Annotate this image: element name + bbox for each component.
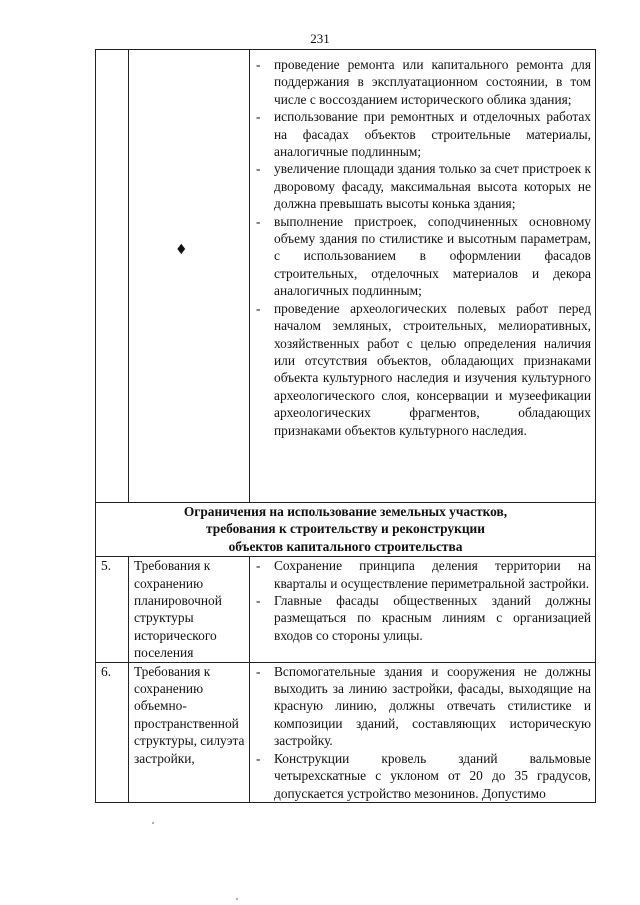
section-heading: [96, 503, 596, 557]
section-heading-line: Ограничения на использование земельных участков,: [183, 504, 508, 519]
bullets-cell: [250, 50, 596, 503]
section-heading-line: требования к строительству и реконструкции: [206, 521, 485, 537]
requirement-cell-empty: [129, 50, 250, 503]
bullet-list: [250, 663, 595, 802]
row-number: 5.: [96, 557, 129, 662]
list-item: - Главные фасады общественных зданий должны размещаться по красным линиям с организацией входов со стороны улицы.: [274, 592, 591, 644]
requirement-title: Требования к сохранению объемно-пространственной структуры, силуэта застройки,: [129, 662, 250, 802]
table-row: [96, 662, 596, 802]
regulations-table: [95, 49, 596, 803]
list-item: - Сохранение принципа деления территории на кварталы и осуществление периметральной застройки.: [274, 557, 591, 592]
bullets-cell: [250, 662, 596, 802]
list-item: - выполнение пристроек, соподчиненных основному объему здания по стилистике и высотным параметрам, с использованием в оформлении фасадов строительных, отделочных материалов и декора аналогичных подлинным;: [274, 213, 591, 300]
scan-speck: [152, 822, 154, 824]
page-number: 231: [310, 31, 330, 46]
scan-speck: [236, 898, 238, 900]
number-cell-empty: [96, 50, 129, 503]
row-number: 6.: [96, 662, 129, 802]
continued-bullet-list: [250, 56, 595, 439]
list-item: - использование при ремонтных и отделочных работах на фасадах объектов строительные материалы, аналогичные подлинным;: [274, 108, 591, 160]
table-row: [96, 557, 596, 662]
bullets-cell: [250, 557, 596, 662]
list-item: - увеличение площади здания только за счет пристроек к дворовому фасаду, максимальная высота которых не должна превышать высоты конька здания;: [274, 160, 591, 212]
list-item: - проведение археологических полевых работ перед началом земляных, строительных, мелиоративных, хозяйственных работ с целью определения наличия или отсутствия объектов, обладающих признаками объекта культурного наследия и изучения культурного археологического слоя, консервации и музеефикации археологических фрагментов, обладающих признаками объектов культурного наследия.: [274, 300, 591, 439]
list-item: - проведение ремонта или капитального ремонта для поддержания в эксплуатационном состоянии, в том числе с воссозданием исторического облика здания;: [274, 56, 591, 108]
section-heading-row: [96, 503, 596, 557]
ink-blot-mark: ♦: [175, 242, 188, 258]
list-item: - Вспомогательные здания и сооружения не должны выходить за линию застройки, фасады, выходящие на красную линию, должны отвечать стилистике и композиции зданий, составляющих историческую застройку.: [274, 663, 591, 750]
table-row-continued: [96, 50, 596, 503]
requirement-title: Требования к сохранению планировочной структуры исторического поселения: [129, 557, 250, 662]
bullet-list: [250, 557, 595, 644]
section-heading-line: объектов капитального строительства: [228, 538, 463, 554]
list-item: - Конструкции кровель зданий вальмовые четырехскатные с уклоном от 20 до 35 градусов, допускается устройство мезонинов. Допустимо: [274, 750, 591, 802]
